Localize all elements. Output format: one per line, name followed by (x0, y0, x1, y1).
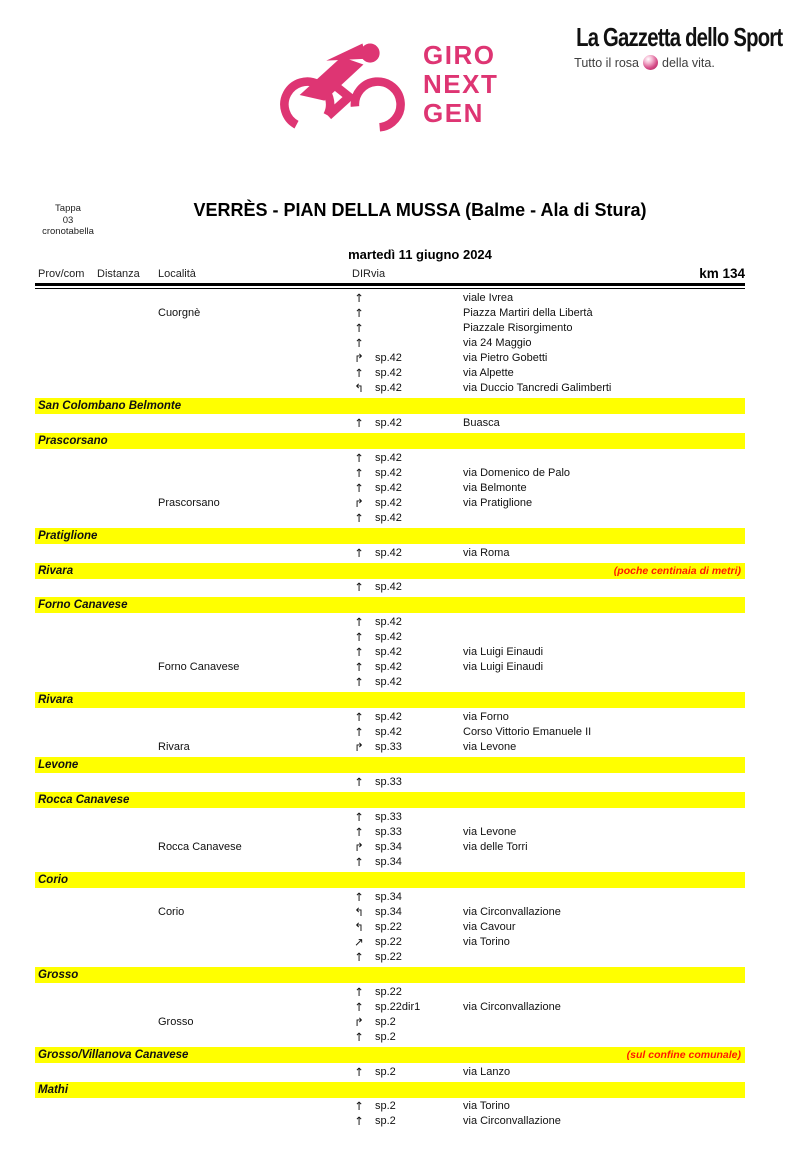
route-row (35, 306, 745, 321)
cell-road: sp.34 (375, 840, 402, 853)
gazzetta-tagline (547, 55, 742, 70)
tappa-number: 03 (62, 214, 74, 226)
section-name: Mathi (38, 1083, 69, 1096)
section-band (35, 597, 745, 613)
route-row (35, 935, 745, 950)
giro-word-1: GIRO (423, 39, 496, 70)
tagline-left: Tutto il rosa (574, 55, 640, 70)
direction-up-arrow-icon: ↑ (354, 854, 364, 869)
section-band (35, 528, 745, 544)
cell-via: via Domenico de Palo (463, 466, 571, 479)
cell-via: via Torino (463, 935, 510, 948)
route-row (35, 615, 745, 630)
section-name: Pratiglione (38, 529, 98, 542)
route-row (35, 546, 745, 561)
cell-via: via Pietro Gobetti (463, 352, 548, 365)
header-rule-thick (35, 283, 745, 286)
giro-word-3: GEN (423, 97, 484, 128)
route-row (35, 481, 745, 496)
cell-road: sp.33 (375, 776, 402, 788)
route-row (35, 1000, 745, 1015)
direction-up-arrow-icon: ↑ (354, 366, 364, 381)
route-row (35, 366, 745, 381)
cell-via: via Lanzo (463, 1065, 511, 1078)
route-row (35, 905, 745, 920)
gazzetta-wordmark: La Gazzetta dello Sport (576, 22, 783, 52)
direction-up-arrow-icon: ↑ (354, 480, 364, 495)
cell-road: sp.22 (375, 985, 402, 998)
cell-road: sp.42 (375, 631, 402, 644)
pink-ball-icon (643, 55, 658, 70)
cell-road: sp.2 (375, 1115, 396, 1128)
cell-via: via Alpette (463, 367, 514, 380)
cell-road: sp.42 (375, 726, 402, 739)
cell-road: sp.42 (375, 466, 402, 479)
route-row (35, 1099, 745, 1114)
direction-left-arrow-icon: ↰ (354, 919, 364, 934)
tappa-subtitle: cronotabella (42, 226, 94, 237)
route-row (35, 710, 745, 725)
cell-via: via Cavour (463, 920, 516, 933)
direction-right-arrow-icon: ↱ (354, 839, 364, 854)
cell-road: sp.34 (375, 905, 402, 918)
route-row (35, 1114, 745, 1129)
direction-up-arrow-icon: ↑ (354, 889, 364, 904)
tagline-right: della vita. (662, 55, 715, 70)
cell-road: sp.42 (375, 676, 402, 689)
direction-right-arrow-icon: ↱ (354, 740, 364, 755)
cell-road: sp.22 (375, 951, 402, 964)
cell-road: sp.2 (375, 1015, 396, 1028)
cell-road: sp.42 (375, 382, 402, 395)
direction-up-arrow-icon: ↑ (354, 450, 364, 465)
stage-date: martedì 11 giugno 2024 (348, 247, 492, 262)
section-band (35, 398, 745, 414)
cell-via: via Circonvallazione (463, 1000, 561, 1013)
direction-up-arrow-icon: ↑ (354, 950, 364, 965)
cell-road: sp.22 (375, 920, 402, 933)
direction-up-arrow-icon: ↑ (354, 999, 364, 1014)
cell-via: Corso Vittorio Emanuele II (463, 726, 592, 739)
direction-diag-arrow-icon: ↗ (354, 934, 364, 949)
section-band (35, 967, 745, 983)
route-row (35, 630, 745, 645)
section-name: Grosso (38, 968, 79, 981)
direction-up-arrow-icon: ↑ (354, 675, 364, 690)
cell-via: via Luigi Einaudi (463, 646, 544, 659)
direction-up-arrow-icon: ↑ (354, 465, 364, 480)
route-row (35, 810, 745, 825)
gazzetta-logo (547, 22, 783, 70)
direction-up-arrow-icon: ↑ (354, 290, 364, 305)
cell-via: via delle Torri (463, 840, 528, 853)
cell-via: via Circonvallazione (463, 1115, 561, 1128)
cell-via: via Forno (463, 711, 509, 724)
section-name: Grosso/Villanova Canavese (38, 1048, 189, 1061)
cell-road: sp.42 (375, 496, 402, 509)
cell-via: Buasca (463, 416, 500, 429)
direction-up-arrow-icon: ↑ (354, 645, 364, 660)
cell-localita: Grosso (158, 1015, 194, 1028)
route-row (35, 775, 745, 790)
direction-up-arrow-icon: ↑ (354, 320, 364, 335)
direction-up-arrow-icon: ↑ (354, 305, 364, 320)
giro-next-gen-logo (270, 34, 498, 134)
cell-road: sp.42 (375, 646, 402, 659)
route-table-body (35, 291, 745, 1130)
cell-road: sp.42 (375, 661, 402, 674)
section-band (35, 792, 745, 808)
route-row (35, 855, 745, 870)
route-row (35, 496, 745, 511)
direction-right-arrow-icon: ↱ (354, 351, 364, 366)
section-note: (sul confine comunale) (626, 1048, 741, 1061)
direction-up-arrow-icon: ↑ (354, 580, 364, 595)
route-row (35, 825, 745, 840)
cell-road: sp.42 (375, 416, 402, 429)
route-table (35, 266, 745, 1130)
section-band (35, 1082, 745, 1098)
direction-up-arrow-icon: ↑ (354, 984, 364, 999)
route-row (35, 511, 745, 526)
total-km: km 134 (699, 266, 745, 281)
col-header-distanza: Distanza (97, 268, 140, 280)
section-name: Levone (38, 759, 79, 772)
direction-left-arrow-icon: ↰ (354, 381, 364, 396)
section-band (35, 692, 745, 708)
section-band (35, 1047, 745, 1063)
cell-localita: Corio (158, 905, 185, 918)
cell-road: sp.42 (375, 616, 402, 629)
cell-road: sp.34 (375, 855, 402, 868)
section-note: (poche centinaia di metri) (613, 564, 741, 577)
cell-via: via Torino (463, 1100, 510, 1113)
stage-title: VERRÈS - PIAN DELLA MUSSA (Balme - Ala di Stura) (193, 200, 647, 220)
section-name: Rivara (38, 694, 74, 707)
direction-up-arrow-icon: ↑ (354, 1064, 364, 1079)
cell-via: via Roma (463, 546, 510, 559)
cell-via: via 24 Maggio (463, 336, 532, 349)
direction-right-arrow-icon: ↱ (354, 1014, 364, 1029)
direction-right-arrow-icon: ↱ (354, 495, 364, 510)
section-band (35, 757, 745, 773)
route-row (35, 381, 745, 396)
section-name: Forno Canavese (38, 599, 128, 612)
cell-road: sp.22dir1 (375, 1000, 421, 1013)
direction-up-arrow-icon: ↑ (354, 809, 364, 824)
cell-road: sp.2 (375, 1065, 396, 1078)
cell-via: via Belmonte (463, 481, 527, 494)
direction-up-arrow-icon: ↑ (354, 775, 364, 789)
route-row (35, 291, 745, 306)
section-band (35, 563, 745, 579)
direction-left-arrow-icon: ↰ (354, 904, 364, 919)
col-header-localita: Località (158, 268, 196, 280)
cell-localita: Cuorgnè (158, 306, 201, 319)
giro-logo-wordmark (423, 41, 498, 128)
cell-road: sp.42 (375, 581, 402, 594)
cell-road: sp.42 (375, 512, 402, 524)
route-row (35, 985, 745, 1000)
giro-word-2: NEXT (423, 68, 499, 99)
route-row (35, 580, 745, 595)
direction-up-arrow-icon: ↑ (354, 725, 364, 740)
cell-via: via Pratiglione (463, 496, 533, 509)
route-row (35, 336, 745, 351)
route-row (35, 725, 745, 740)
cell-road: sp.42 (375, 451, 402, 464)
cell-road: sp.22 (375, 935, 402, 948)
cell-localita: Prascorsano (158, 496, 220, 509)
section-name: San Colombano Belmonte (38, 400, 182, 413)
route-row (35, 740, 745, 755)
cell-via: viale Ivrea (463, 291, 514, 304)
cell-via: via Levone (463, 741, 517, 754)
col-header-via: via (371, 268, 386, 280)
cell-via: via Circonvallazione (463, 905, 561, 918)
route-row (35, 416, 745, 431)
route-row (35, 950, 745, 965)
direction-up-arrow-icon: ↑ (354, 511, 364, 525)
cell-road: sp.42 (375, 481, 402, 494)
cell-road: sp.42 (375, 546, 402, 559)
direction-up-arrow-icon: ↑ (354, 660, 364, 675)
section-band (35, 433, 745, 449)
direction-up-arrow-icon: ↑ (354, 545, 364, 560)
direction-up-arrow-icon: ↑ (354, 615, 364, 630)
route-row (35, 920, 745, 935)
route-row (35, 645, 745, 660)
route-row (35, 1015, 745, 1030)
direction-up-arrow-icon: ↑ (354, 1030, 364, 1044)
route-row (35, 351, 745, 366)
tappa-label: Tappa (55, 203, 81, 214)
header-rule-thin (35, 288, 745, 289)
col-header-provcom: Prov/com (38, 268, 85, 280)
cyclist-icon (270, 34, 415, 134)
cell-localita: Forno Canavese (158, 661, 240, 674)
direction-up-arrow-icon: ↑ (354, 1099, 364, 1114)
cell-via: Piazzale Risorgimento (463, 321, 573, 334)
section-name: Corio (38, 873, 69, 886)
route-row (35, 1030, 745, 1045)
cell-via: Piazza Martiri della Libertà (463, 306, 593, 319)
cell-via: via Luigi Einaudi (463, 661, 544, 674)
cell-road: sp.33 (375, 825, 402, 838)
section-band (35, 872, 745, 888)
cell-road: sp.2 (375, 1031, 396, 1043)
cell-road: sp.33 (375, 741, 402, 754)
section-name: Rocca Canavese (38, 793, 130, 806)
cell-road: sp.42 (375, 711, 402, 724)
section-name: Rivara (38, 564, 74, 577)
cell-road: sp.2 (375, 1100, 396, 1113)
route-row (35, 840, 745, 855)
direction-up-arrow-icon: ↑ (354, 1114, 364, 1129)
route-row (35, 890, 745, 905)
route-row (35, 1065, 745, 1080)
direction-up-arrow-icon: ↑ (354, 415, 364, 430)
cell-road: sp.34 (375, 890, 402, 903)
cell-via: via Duccio Tancredi Galimberti (463, 382, 612, 395)
direction-up-arrow-icon: ↑ (354, 335, 364, 350)
cell-road: sp.42 (375, 352, 402, 365)
route-row (35, 675, 745, 690)
cell-road: sp.33 (375, 810, 402, 823)
col-header-dir: DIR (352, 268, 371, 280)
cell-localita: Rivara (158, 741, 190, 754)
route-row (35, 321, 745, 336)
section-name: Prascorsano (38, 434, 108, 447)
cell-via: via Levone (463, 825, 517, 838)
route-row (35, 451, 745, 466)
direction-up-arrow-icon: ↑ (354, 824, 364, 839)
route-row (35, 466, 745, 481)
direction-up-arrow-icon: ↑ (354, 630, 364, 645)
cell-road: sp.42 (375, 367, 402, 380)
cell-localita: Rocca Canavese (158, 840, 242, 853)
table-column-headers (35, 266, 745, 283)
direction-up-arrow-icon: ↑ (354, 710, 364, 725)
route-row (35, 660, 745, 675)
